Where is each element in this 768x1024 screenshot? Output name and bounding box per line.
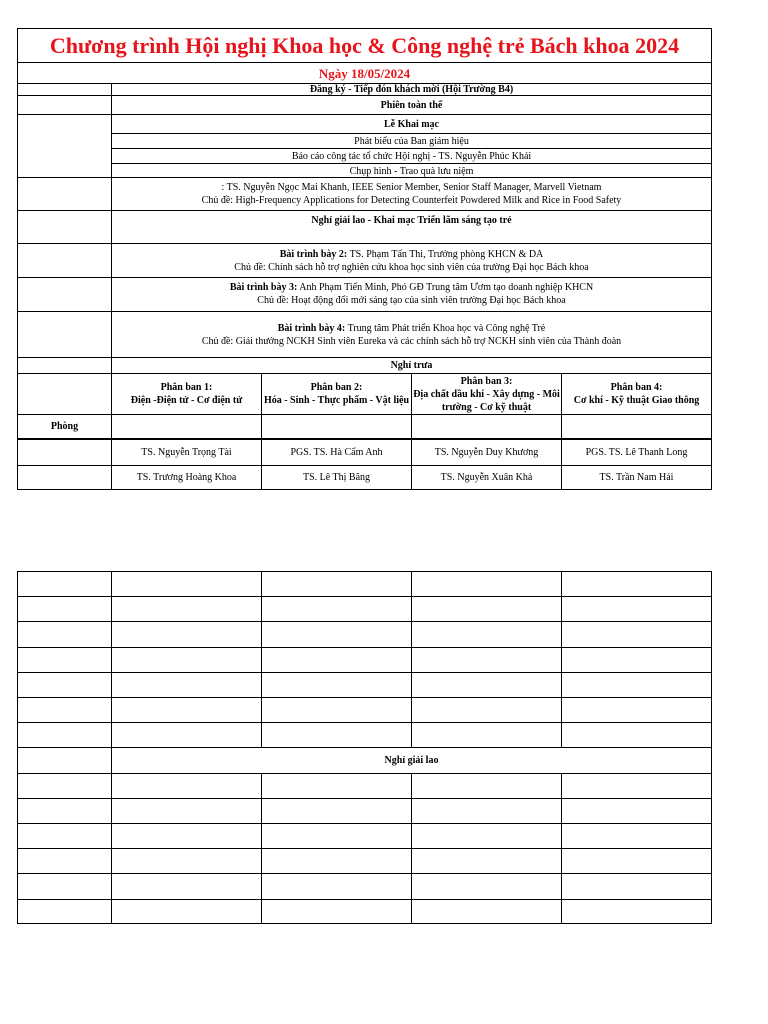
page-title: Chương trình Hội nghị Khoa học & Công nghệ trẻ Bách khoa 2024 (49, 33, 680, 58)
room-cell (111, 415, 261, 438)
break-exhibition-text: Nghỉ giải lao - Khai mạc Triển lãm sáng tạo trẻ (111, 211, 711, 243)
time-cell (18, 622, 111, 646)
room-cell (261, 415, 411, 438)
session-grid (17, 571, 712, 924)
keynote-cell (111, 178, 711, 210)
time-cell (18, 440, 111, 465)
lunch-row (18, 357, 711, 373)
grid-cell (411, 698, 561, 722)
time-cell (18, 244, 111, 277)
room-cell (561, 415, 711, 438)
grid-cell (111, 849, 261, 873)
grid-row (18, 773, 711, 798)
session-number: Phân ban 3: (460, 375, 513, 387)
grid-cell (111, 622, 261, 646)
talk4-topic: Chủ đề: Giải thưởng NCKH Sinh viên Eureka và các chính sách hỗ trợ NCKH sinh viên của Thành đoàn (201, 335, 622, 347)
talk4-row (18, 311, 711, 357)
grid-cell (111, 572, 261, 596)
grid-cell (111, 597, 261, 621)
grid-row (18, 848, 711, 873)
talk4-speaker: Trung tâm Phát triển Khoa học và Công nghệ Trẻ (345, 322, 546, 334)
grid-row (18, 647, 711, 672)
session-topic: Hóa - Sinh - Thực phẩm - Vật liệu (263, 395, 410, 406)
break-row (18, 210, 711, 243)
grid-cell (261, 874, 411, 898)
grid-cell (261, 774, 411, 798)
chair-row (18, 440, 711, 465)
grid-cell (261, 648, 411, 672)
chair-name: TS. Nguyễn Duy Khương (411, 440, 561, 465)
grid-row (18, 621, 711, 646)
chair-name: PGS. TS. Hà Cẩm Anh (261, 440, 411, 465)
chair-name: TS. Trương Hoàng Khoa (111, 466, 261, 489)
time-cell (18, 178, 111, 210)
time-cell (18, 597, 111, 621)
talk4-label: Bài trình bày 4: (277, 322, 346, 334)
talk3-cell (111, 278, 711, 311)
opening-cell (111, 115, 711, 177)
grid-cell (111, 874, 261, 898)
grid-cell (111, 673, 261, 697)
grid-cell (411, 824, 561, 848)
grid-cell (411, 572, 561, 596)
time-cell (18, 572, 111, 596)
chair-row (18, 465, 711, 490)
session-topic: Cơ khí - Kỹ thuật Giao thông (573, 395, 700, 406)
talk4-cell (111, 312, 711, 357)
time-cell (18, 748, 111, 772)
time-cell (18, 874, 111, 898)
grid-row (18, 899, 711, 924)
afternoon-break-row (18, 747, 711, 772)
time-cell (18, 648, 111, 672)
grid-cell (261, 698, 411, 722)
time-cell (18, 673, 111, 697)
time-cell (18, 466, 111, 489)
talk2-speaker: TS. Phạm Tấn Thi, Trưởng phòng KHCN & DA (347, 248, 544, 260)
grid-row (18, 571, 711, 596)
chair-name: TS. Nguyễn Xuân Khả (411, 466, 561, 489)
grid-cell (111, 799, 261, 823)
grid-cell (411, 597, 561, 621)
grid-cell (261, 622, 411, 646)
time-cell (18, 849, 111, 873)
time-cell (18, 358, 111, 373)
grid-cell (411, 874, 561, 898)
grid-cell (261, 849, 411, 873)
session-header (261, 374, 411, 414)
grid-cell (411, 723, 561, 747)
grid-row (18, 873, 711, 898)
grid-cell (561, 849, 711, 873)
talk3-speaker: Anh Phạm Tiến Minh, Phó GĐ Trung tâm Ươm tạo doanh nghiệp KHCN (297, 282, 594, 293)
time-cell (18, 824, 111, 848)
registration-text: Đăng ký - Tiếp đón khách mời (Hội Trường B4) (111, 84, 711, 95)
time-cell (18, 900, 111, 923)
grid-row (18, 798, 711, 823)
report-text: Báo cáo công tác tổ chức Hội nghị - TS. Nguyễn Phúc Khải (112, 148, 711, 164)
time-cell (18, 84, 111, 95)
grid-cell (411, 900, 561, 923)
grid-cell (261, 799, 411, 823)
session-number: Phân ban 1: (160, 382, 213, 393)
grid-cell (261, 900, 411, 923)
session-header (561, 374, 711, 414)
grid-cell (111, 648, 261, 672)
grid-row (18, 596, 711, 621)
chair-name: TS. Nguyễn Trọng Tài (111, 440, 261, 465)
title-row (18, 28, 711, 62)
grid-row (18, 722, 711, 747)
grid-cell (261, 597, 411, 621)
time-cell (18, 723, 111, 747)
talk2-label: Bài trình bày 2: (279, 248, 348, 260)
time-cell (18, 115, 111, 177)
lunch-text: Nghỉ trưa (111, 358, 711, 373)
chair-name: TS. Trần Nam Hải (561, 466, 711, 489)
registration-row (18, 83, 711, 95)
talk2-cell (111, 244, 711, 277)
afternoon-break-text: Nghỉ giải lao (111, 748, 711, 772)
talk2-topic: Chủ đề: Chính sách hỗ trợ nghiên cứu khoa học sinh viên của trường Đại học Bách khoa (234, 261, 589, 273)
grid-cell (561, 622, 711, 646)
grid-cell (411, 849, 561, 873)
session-header (111, 374, 261, 414)
grid-cell (111, 774, 261, 798)
session-number: Phân ban 2: (310, 382, 363, 393)
time-cell (18, 698, 111, 722)
time-cell (18, 774, 111, 798)
talk3-topic: Chủ đề: Hoạt động đổi mới sáng tạo của sinh viên trường Đại học Bách khoa (257, 295, 566, 306)
grid-cell (261, 824, 411, 848)
program-table (17, 28, 712, 490)
room-cell (411, 415, 561, 438)
time-cell (18, 211, 111, 243)
session-topic: Địa chất dầu khí - Xây dựng - Môi trường - Cơ kỹ thuật (413, 388, 560, 413)
photo-text: Chụp hình - Trao quà lưu niệm (112, 163, 711, 179)
speech-text: Phát biểu của Ban giám hiệu (112, 133, 711, 149)
grid-cell (261, 723, 411, 747)
grid-cell (561, 874, 711, 898)
grid-row (18, 672, 711, 697)
grid-cell (411, 774, 561, 798)
sessions-header-row (18, 373, 711, 414)
grid-cell (561, 824, 711, 848)
grid-cell (561, 597, 711, 621)
session-header (411, 374, 561, 414)
time-cell (18, 96, 111, 114)
grid-cell (111, 900, 261, 923)
grid-cell (261, 673, 411, 697)
time-cell (18, 374, 111, 414)
keynote-speaker: : TS. Nguyễn Ngọc Mai Khanh, IEEE Senior Member, Senior Staff Manager, Marvell Vietnam (221, 182, 602, 193)
opening-title: Lễ Khai mạc (384, 118, 439, 130)
grid-row (18, 823, 711, 848)
grid-cell (561, 723, 711, 747)
room-label: Phòng (50, 421, 79, 432)
session-number: Phân ban 4: (610, 382, 663, 393)
talk2-row (18, 243, 711, 277)
grid-cell (261, 572, 411, 596)
time-cell (18, 799, 111, 823)
grid-cell (411, 799, 561, 823)
date-row (18, 62, 711, 83)
time-cell (18, 278, 111, 311)
grid-cell (411, 673, 561, 697)
plenary-text: Phiên toàn thể (111, 96, 711, 114)
grid-cell (561, 900, 711, 923)
keynote-topic: Chủ đề: High-Frequency Applications for Detecting Counterfeit Powdered Milk and Rice in Food Safety (201, 195, 622, 206)
grid-cell (561, 799, 711, 823)
opening-block (18, 114, 711, 177)
grid-cell (411, 622, 561, 646)
time-cell (18, 312, 111, 357)
grid-cell (561, 698, 711, 722)
grid-cell (111, 698, 261, 722)
grid-cell (561, 774, 711, 798)
grid-row (18, 697, 711, 722)
chair-name: PGS. TS. Lê Thanh Long (561, 440, 711, 465)
session-topic: Điện -Điện tử - Cơ điện tử (130, 395, 243, 406)
keynote-row (18, 177, 711, 210)
grid-cell (111, 824, 261, 848)
event-date: Ngày 18/05/2024 (318, 65, 411, 81)
grid-cell (411, 648, 561, 672)
grid-cell (111, 723, 261, 747)
talk3-label: Bài trình bày 3: (229, 282, 298, 293)
grid-cell (561, 572, 711, 596)
chair-name: TS. Lê Thị Băng (261, 466, 411, 489)
grid-cell (561, 673, 711, 697)
talk3-row (18, 277, 711, 311)
grid-cell (561, 648, 711, 672)
room-row (18, 414, 711, 440)
plenary-row (18, 95, 711, 114)
